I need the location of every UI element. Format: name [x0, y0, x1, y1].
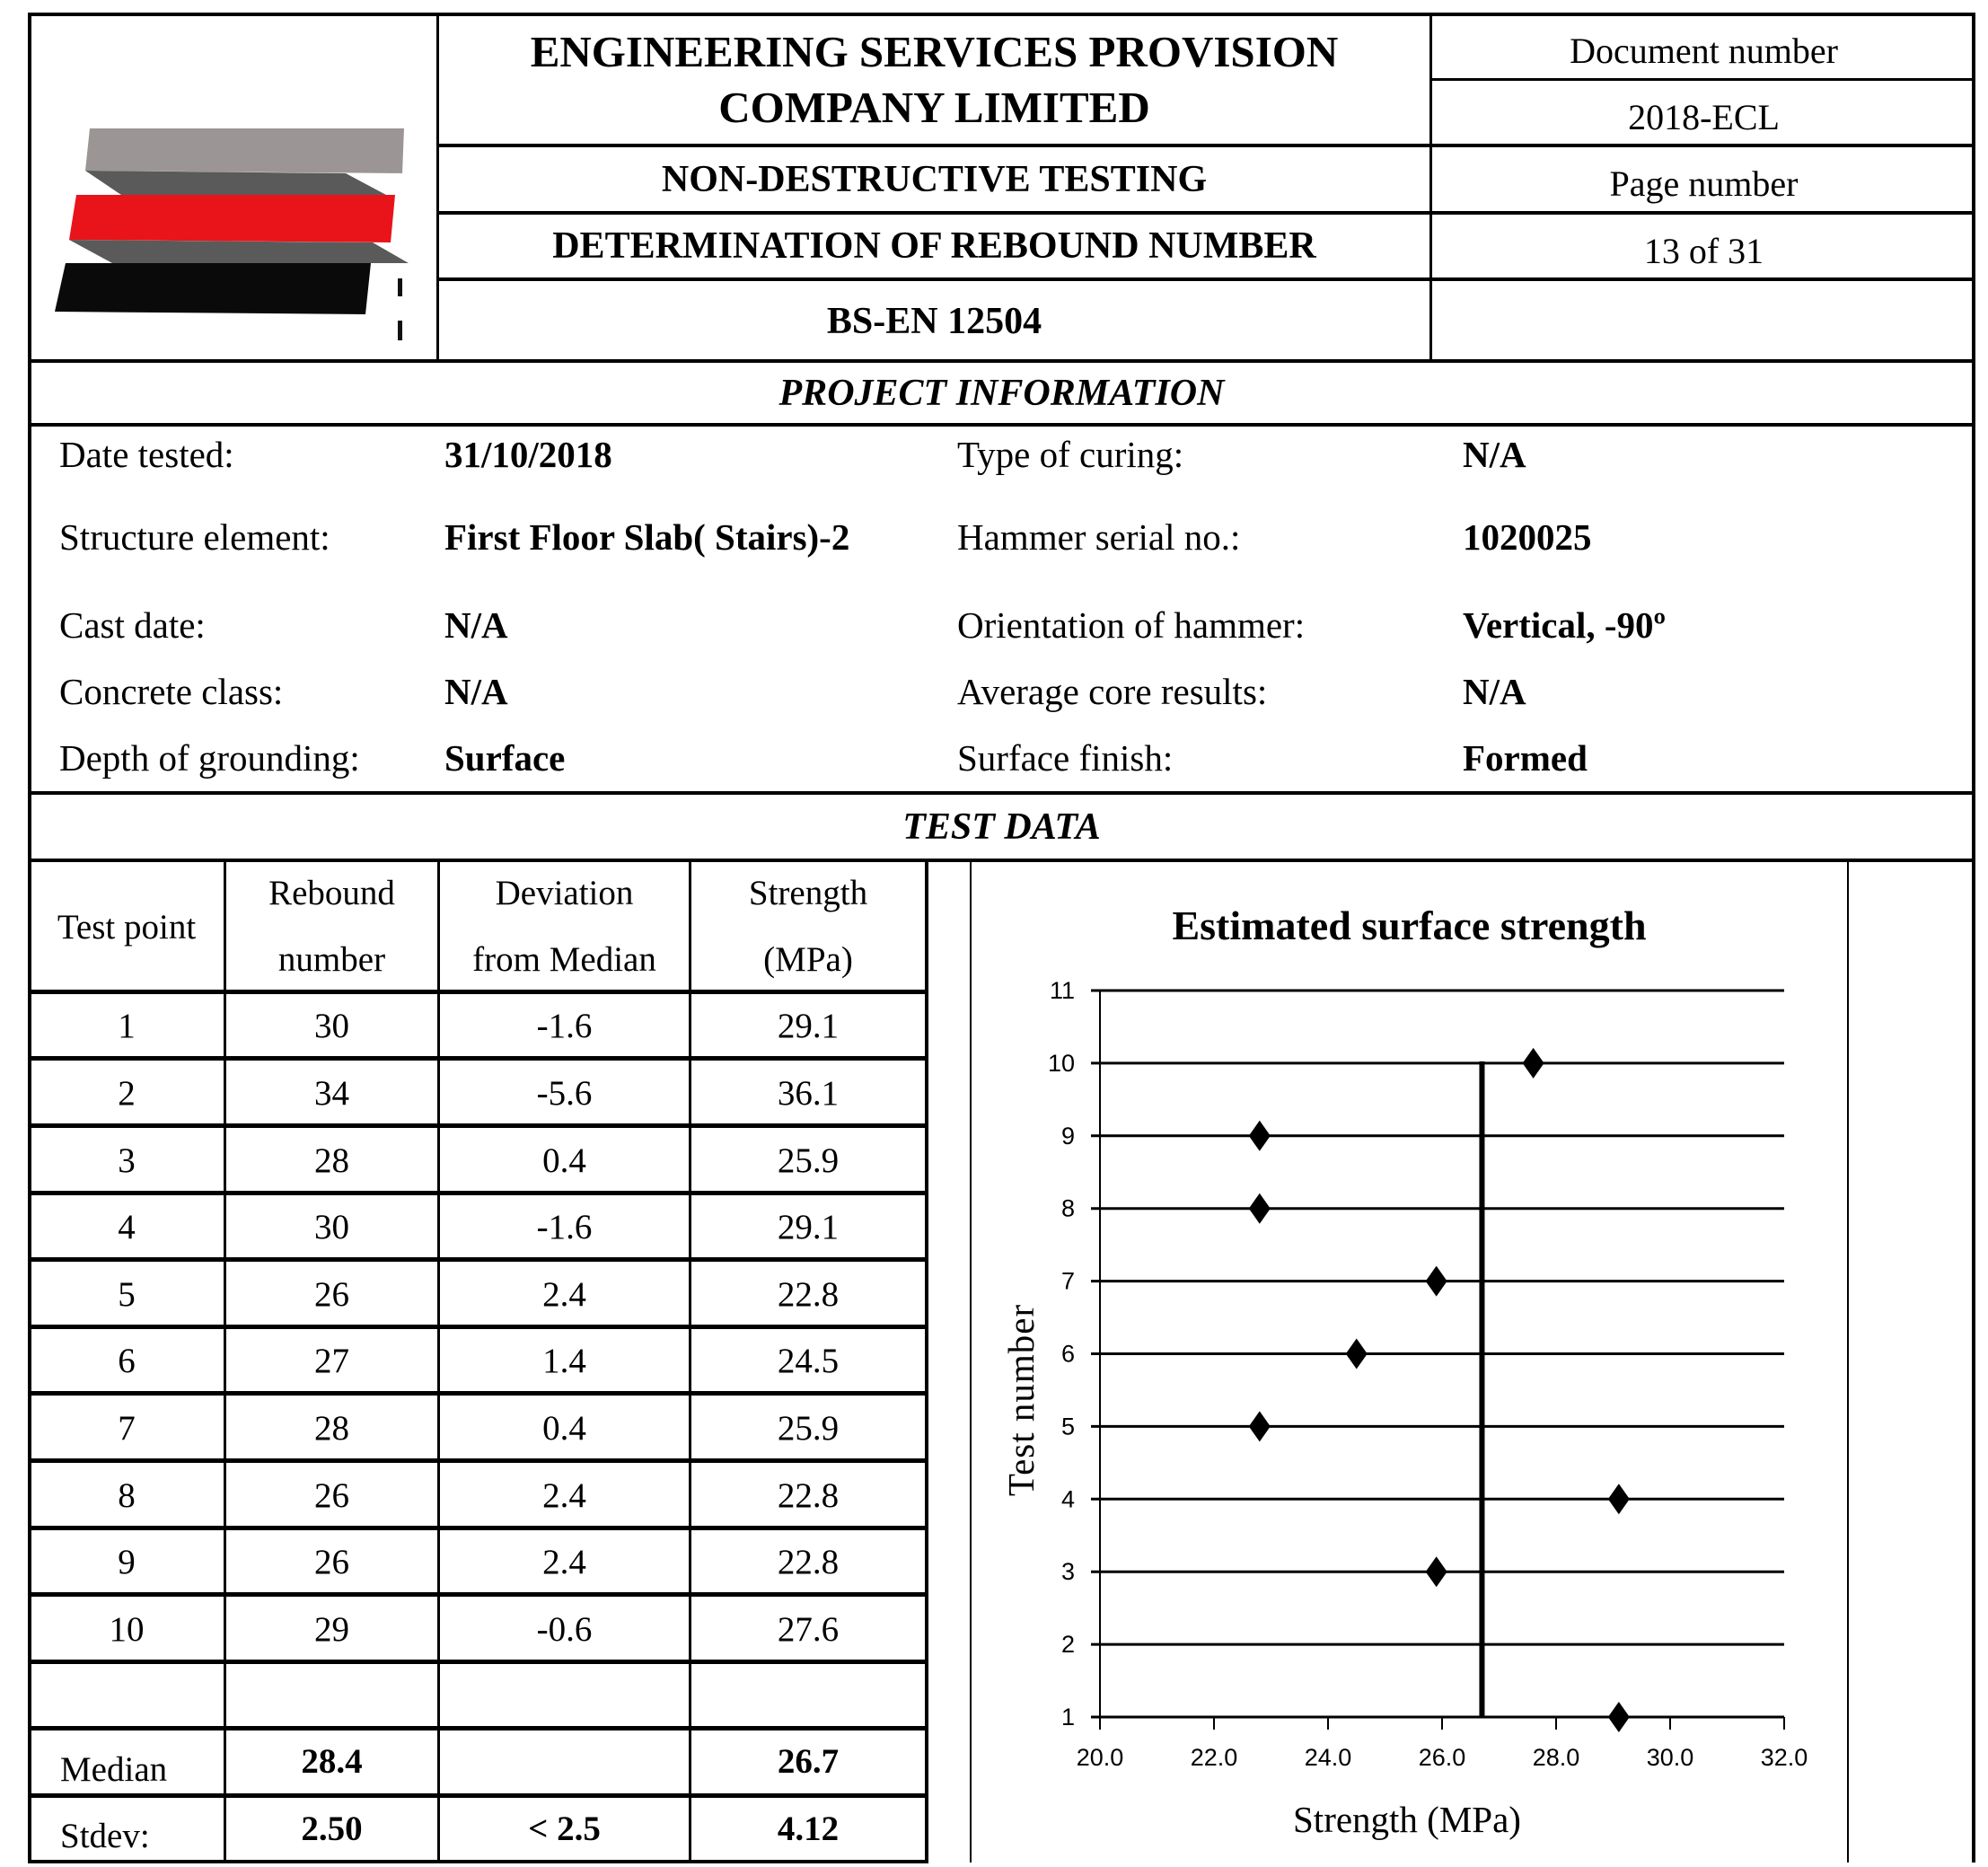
page-number: 13 of 31: [1643, 230, 1764, 271]
value-depth-of-grounding: Surface: [444, 737, 566, 779]
x-tick-label: 26.0: [1418, 1744, 1466, 1771]
value-surface-finish: Formed: [1463, 737, 1588, 779]
value-cast-date: N/A: [444, 604, 508, 646]
label-surface-finish: Surface finish:: [957, 737, 1174, 779]
scatter-plot: [972, 952, 1847, 1863]
project-info-bottom-rule: [28, 423, 1975, 427]
diamond-marker-icon: [1523, 1048, 1544, 1079]
cell-strength: 29.1: [777, 1208, 840, 1246]
x-tick-label: 28.0: [1532, 1744, 1580, 1771]
value-type-of-curing: N/A: [1463, 434, 1526, 475]
x-tick-label: 32.0: [1760, 1744, 1808, 1771]
cell-rebound: 2.50: [301, 1810, 363, 1848]
y-tick-label: 7: [1060, 1267, 1075, 1295]
company-name-line2: COMPANY LIMITED: [718, 83, 1150, 132]
value-concrete-class: N/A: [444, 671, 508, 712]
label-concrete-class: Concrete class:: [59, 671, 284, 712]
diamond-marker-icon: [1426, 1556, 1447, 1587]
standard-reference: BS-EN 12504: [826, 300, 1042, 342]
diamond-marker-icon: [1249, 1193, 1271, 1224]
label-average-core: Average core results:: [957, 671, 1268, 712]
y-tick-label: 6: [1060, 1340, 1075, 1368]
cell-point: 1: [118, 1007, 136, 1045]
x-tick-label: 24.0: [1304, 1744, 1352, 1771]
diamond-marker-icon: [1249, 1411, 1271, 1441]
y-tick-label: 2: [1060, 1631, 1075, 1659]
cell-strength: 25.9: [777, 1140, 840, 1180]
label-hammer-orientation: Orientation of hammer:: [957, 604, 1306, 646]
cell-deviation: -5.6: [536, 1073, 593, 1113]
y-tick-label: 5: [1060, 1413, 1075, 1440]
label-type-of-curing: Type of curing:: [957, 434, 1184, 475]
table-right-edge: [925, 860, 928, 1863]
cell-deviation: 1.4: [542, 1342, 586, 1380]
y-tick-label: 10: [1047, 1049, 1075, 1077]
value-structure-element: First Floor Slab( Stairs)-2: [444, 516, 850, 558]
cell-point: 5: [118, 1274, 136, 1314]
company-name: [439, 16, 1429, 144]
cell-point: Stdev:: [60, 1817, 150, 1855]
cell-deviation: 2.4: [542, 1274, 586, 1314]
cell-strength: 27.6: [777, 1609, 840, 1649]
cell-deviation: 2.4: [542, 1475, 586, 1515]
value-average-core: N/A: [1463, 671, 1526, 712]
cell-point: [30, 1664, 224, 1728]
value-date-tested: 31/10/2018: [444, 434, 612, 475]
cell-strength: 24.5: [777, 1342, 840, 1380]
strength-chart: [972, 952, 1847, 1863]
y-tick-label: 9: [1060, 1122, 1075, 1149]
cell-rebound: 30: [314, 1208, 349, 1246]
cell-deviation: 0.4: [542, 1140, 586, 1180]
col-header-test-point: Test point: [57, 907, 197, 947]
cell-strength: 22.8: [777, 1274, 840, 1314]
cell-deviation: -0.6: [536, 1609, 593, 1649]
project-info-title: PROJECT INFORMATION: [778, 373, 1225, 414]
cell-point: 8: [118, 1475, 136, 1515]
col-header-rebound: Rebound number: [268, 874, 395, 979]
cell-deviation: < 2.5: [528, 1810, 601, 1848]
company-logo: [49, 121, 409, 355]
cell-rebound: 28: [314, 1140, 349, 1180]
value-hammer-serial: 1020025: [1463, 516, 1592, 558]
cell-strength: 25.9: [777, 1408, 840, 1448]
cell-strength: 29.1: [777, 1007, 840, 1045]
cell-point: 7: [118, 1408, 136, 1448]
cell-rebound: [226, 1664, 437, 1728]
label-depth-of-grounding: Depth of grounding:: [59, 737, 360, 779]
cell-rebound: 29: [314, 1609, 349, 1649]
cell-deviation: [440, 1730, 689, 1795]
cell-strength: 36.1: [777, 1073, 840, 1113]
label-hammer-serial: Hammer serial no.:: [957, 516, 1241, 558]
cell-rebound: 27: [314, 1342, 349, 1380]
cell-point: 2: [118, 1073, 136, 1113]
cell-rebound: 26: [314, 1543, 349, 1581]
cell-rebound: 28.4: [301, 1742, 363, 1781]
diamond-marker-icon: [1249, 1121, 1271, 1151]
section-title: NON-DESTRUCTIVE TESTING: [661, 158, 1208, 200]
chart-right-border: [1847, 860, 1849, 1863]
y-tick-label: 1: [1060, 1704, 1075, 1730]
chart-y-axis-label: Test number: [1000, 1303, 1042, 1497]
col-header-deviation: Deviation from Median: [472, 874, 656, 979]
chart-x-axis-label: Strength (MPa): [1293, 1799, 1521, 1840]
diamond-marker-icon: [1426, 1266, 1447, 1297]
cell-rebound: 30: [314, 1007, 349, 1045]
label-structure-element: Structure element:: [59, 516, 330, 558]
label-date-tested: Date tested:: [59, 434, 234, 475]
diamond-marker-icon: [1608, 1702, 1630, 1732]
diamond-marker-icon: [1346, 1339, 1368, 1369]
document-number-label: Document number: [1570, 31, 1838, 71]
report-subtitle: DETERMINATION OF REBOUND NUMBER: [552, 225, 1316, 267]
cell-deviation: -1.6: [536, 1007, 593, 1045]
chart-title: Estimated surface strength: [1172, 902, 1647, 948]
x-tick-label: 30.0: [1646, 1744, 1694, 1771]
cell-deviation: -1.6: [536, 1208, 593, 1246]
cell-point: 10: [109, 1609, 145, 1649]
test-data-title: TEST DATA: [902, 806, 1101, 848]
company-name-line1: ENGINEERING SERVICES PROVISION: [530, 27, 1339, 76]
label-cast-date: Cast date:: [59, 604, 206, 646]
cell-point: 6: [118, 1342, 136, 1380]
y-tick-label: 11: [1049, 977, 1075, 1004]
cell-deviation: 2.4: [542, 1543, 586, 1581]
page-number-label: Page number: [1609, 163, 1799, 204]
cell-point: 9: [118, 1543, 136, 1581]
cell-strength: [691, 1664, 925, 1728]
cell-strength: 22.8: [777, 1475, 840, 1515]
cell-point: Median: [60, 1750, 168, 1789]
y-tick-label: 3: [1060, 1558, 1075, 1586]
cell-strength: 22.8: [777, 1543, 840, 1581]
y-tick-label: 4: [1060, 1485, 1075, 1513]
cell-rebound: 26: [314, 1274, 349, 1314]
cell-deviation: 0.4: [542, 1408, 586, 1448]
cell-point: 4: [118, 1208, 136, 1246]
x-tick-label: 22.0: [1190, 1744, 1238, 1771]
cell-strength: 26.7: [777, 1742, 840, 1781]
x-tick-label: 20.0: [1076, 1744, 1124, 1771]
cell-point: 3: [118, 1140, 136, 1180]
table-bottom-rule: [28, 1860, 928, 1863]
cell-rebound: 34: [314, 1073, 349, 1113]
diamond-marker-icon: [1608, 1484, 1630, 1514]
document-number: 2018-ECL: [1628, 96, 1780, 137]
cell-rebound: 28: [314, 1408, 349, 1448]
cell-deviation: [440, 1664, 689, 1728]
col-header-strength: Strength (MPa): [748, 874, 868, 979]
cell-rebound: 26: [314, 1475, 349, 1515]
y-tick-label: 8: [1060, 1194, 1075, 1222]
logo-icon: [49, 121, 409, 355]
cell-strength: 4.12: [777, 1810, 840, 1848]
value-hammer-orientation: Vertical, -90º: [1463, 604, 1667, 646]
